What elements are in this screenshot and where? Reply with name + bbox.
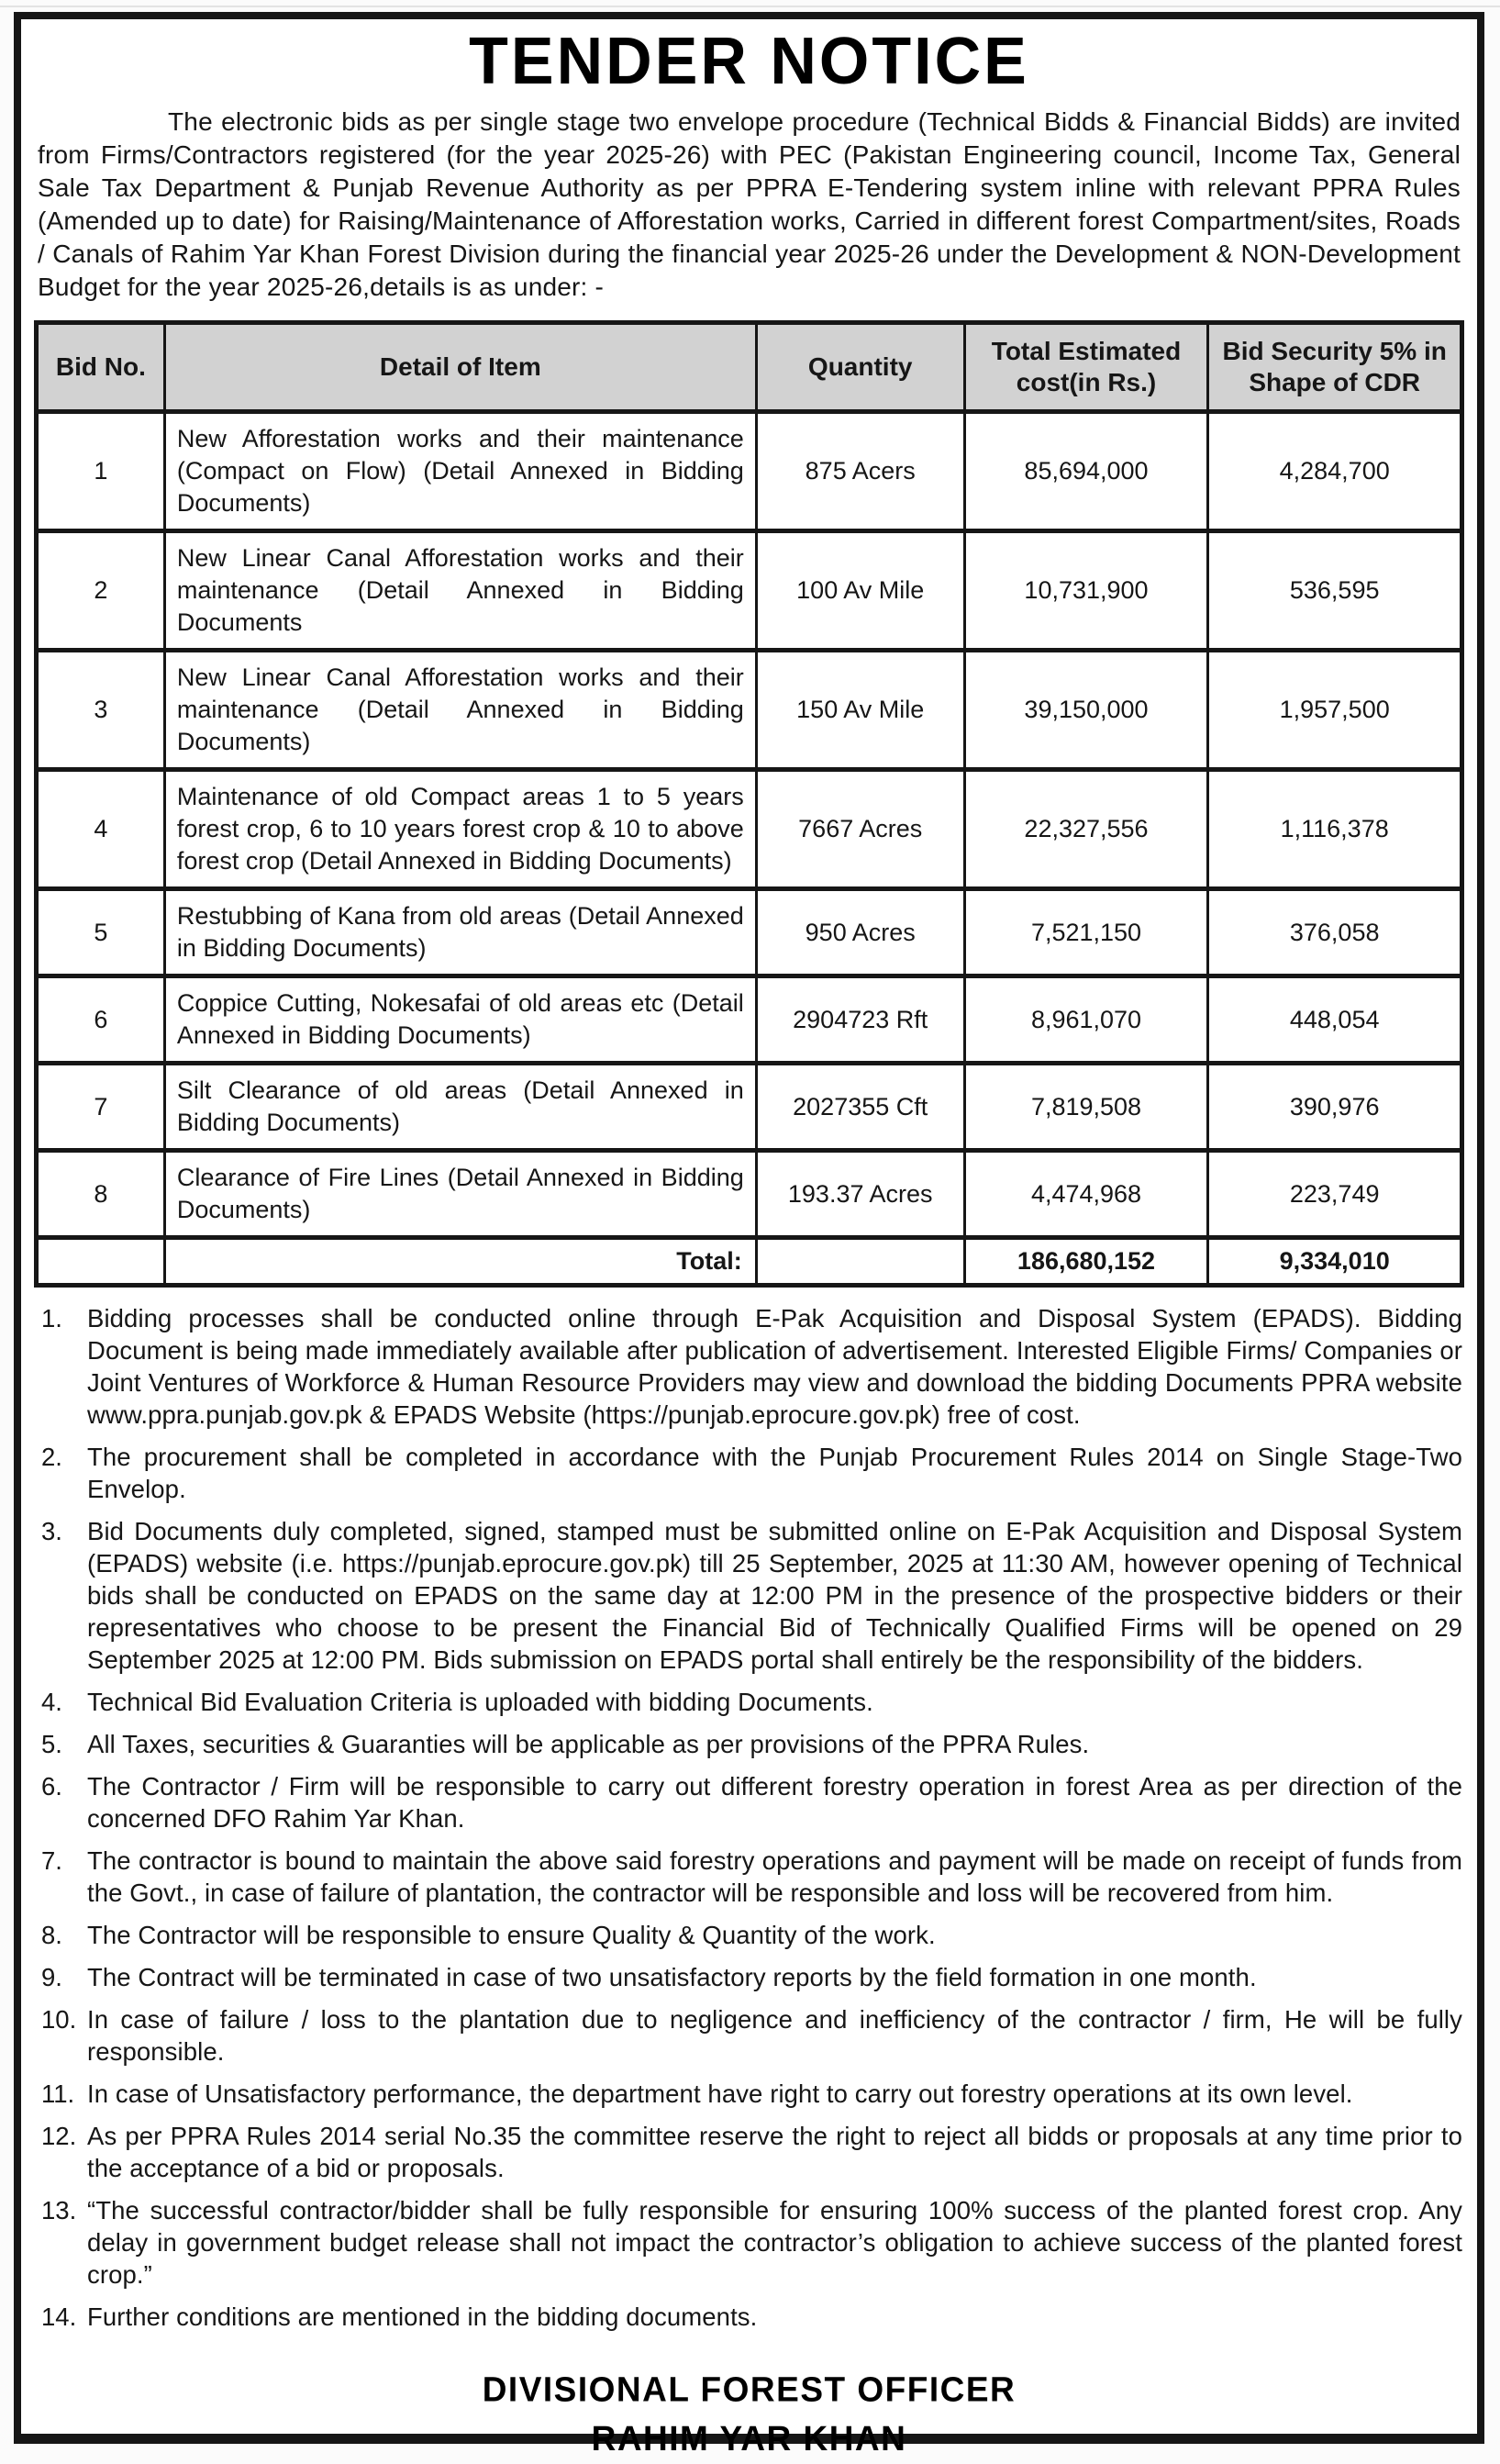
condition-text: “The successful contractor/bidder shall be fully responsible for ensuring 100% success of the planted forest crop. Any delay in government budget release shall not impact the contractor’s obligation to achieve success of the planted forest crop.” [87,2196,1462,2289]
list-item [36,1515,1462,1676]
total-label: Total: [164,1238,756,1286]
table-row [37,651,1462,770]
detail-cell: Clearance of Fire Lines (Detail Annexed in Bidding Documents) [164,1151,756,1238]
list-item [36,1302,1462,1431]
list-item [36,1919,1462,1951]
total-cost-value: 186,680,152 [964,1238,1208,1286]
conditions-list [34,1302,1464,2343]
bid-no-cell: 2 [37,531,165,651]
list-item [36,1845,1462,1909]
bid-no-cell: 4 [37,770,165,889]
detail-cell: Maintenance of old Compact areas 1 to 5 years forest crop, 6 to 10 years forest crop & 10 to above forest crop (Detail Annexed in Bidding Documents) [164,770,756,889]
quantity-cell: 875 Acers [756,412,964,531]
table-row [37,1064,1462,1151]
quantity-cell: 2027355 Cft [756,1064,964,1151]
scan-edge-line [0,6,1500,7]
list-item [36,1686,1462,1718]
signature-title: DIVISIONAL FOREST OFFICER [482,2369,1017,2409]
list-item [36,2003,1462,2068]
cost-cell: 85,694,000 [964,412,1208,531]
intro-paragraph: The electronic bids as per single stage two envelope procedure (Technical Bidds & Financial Bidds) are invited from Firms/Contractors registered (for the year 2025-26) with PEC (Pakistan Engineering council, Income Tax, General Sale Tax Department & Punjab Revenue Authority as per PPRA E-Tendering system inline with relevant PPRA Rules (Amended up to date) for Raising/Maintenance of Afforestation works, Carried in different forest Compartment/sites, Roads / Canals of Rahim Yar Khan Forest Division during the financial year 2025-26 under the Development & NON-Development Budget for the year 2025-26,details is as under: - [38,107,1461,301]
list-item [36,2078,1462,2110]
total-row [37,1238,1462,1286]
condition-text: Further conditions are mentioned in the bidding documents. [87,2302,758,2331]
condition-number: 7. [41,1846,62,1875]
quantity-cell: 193.37 Acres [756,1151,964,1238]
bid-table-body [37,412,1462,1238]
cost-cell: 10,731,900 [964,531,1208,651]
cost-cell: 7,521,150 [964,889,1208,976]
condition-number: 14. [41,2302,77,2331]
list-item [36,1770,1462,1834]
col-header-quantity: Quantity [756,323,964,412]
condition-text: As per PPRA Rules 2014 serial No.35 the committee reserve the right to reject all bidds or proposals at any time prior to the acceptance of a bid or proposals. [87,2122,1462,2182]
security-cell: 4,284,700 [1208,412,1462,531]
signature-location: RAHIM YAR KHAN [591,2419,907,2458]
bid-no-cell: 6 [37,976,165,1064]
condition-text: The procurement shall be completed in accordance with the Punjab Procurement Rules 2014 on Single Stage-Two Envelop. [87,1443,1462,1503]
cost-cell: 7,819,508 [964,1064,1208,1151]
condition-number: 6. [41,1772,62,1801]
list-item [36,1961,1462,1993]
quantity-cell: 2904723 Rft [756,976,964,1064]
table-row [37,1151,1462,1238]
bid-table-footer [37,1238,1462,1286]
list-item [36,2194,1462,2291]
list-item [36,2301,1462,2333]
cost-cell: 22,327,556 [964,770,1208,889]
quantity-cell: 950 Acres [756,889,964,976]
bid-no-cell: 8 [37,1151,165,1238]
condition-text: All Taxes, securities & Guaranties will be applicable as per provisions of the PPRA Rules. [87,1730,1090,1758]
condition-number: 4. [41,1688,62,1716]
condition-number: 2. [41,1443,62,1471]
cost-cell: 8,961,070 [964,976,1208,1064]
condition-text: In case of failure / loss to the plantation due to negligence and inefficiency of the contractor / firm, He will be fully responsible. [87,2005,1462,2066]
security-cell: 536,595 [1208,531,1462,651]
security-cell: 448,054 [1208,976,1462,1064]
security-cell: 223,749 [1208,1151,1462,1238]
condition-text: In case of Unsatisfactory performance, the department have right to carry out forestry operations at its own level. [87,2079,1353,2108]
page-title: TENDER NOTICE [469,23,1029,98]
bid-no-cell: 1 [37,412,165,531]
col-header-detail: Detail of Item [164,323,756,412]
condition-number: 5. [41,1730,62,1758]
condition-number: 8. [41,1921,62,1949]
condition-number: 10. [41,2005,77,2034]
security-cell: 390,976 [1208,1064,1462,1151]
bid-table [34,320,1464,1288]
col-header-bid-no: Bid No. [37,323,165,412]
bid-no-cell: 3 [37,651,165,770]
total-empty-quantity [756,1238,964,1286]
cost-cell: 4,474,968 [964,1151,1208,1238]
detail-cell: New Linear Canal Afforestation works and their maintenance (Detail Annexed in Bidding Documents [164,531,756,651]
quantity-cell: 7667 Acres [756,770,964,889]
condition-number: 12. [41,2122,77,2150]
security-cell: 1,116,378 [1208,770,1462,889]
detail-cell: Restubbing of Kana from old areas (Detail Annexed in Bidding Documents) [164,889,756,976]
table-row [37,889,1462,976]
table-row [37,412,1462,531]
detail-cell: Coppice Cutting, Nokesafai of old areas etc (Detail Annexed in Bidding Documents) [164,976,756,1064]
condition-number: 9. [41,1963,62,1991]
condition-text: Technical Bid Evaluation Criteria is uploaded with bidding Documents. [87,1688,873,1716]
bid-no-cell: 5 [37,889,165,976]
condition-text: The Contract will be terminated in case of two unsatisfactory reports by the field formation in one month. [87,1963,1257,1991]
condition-number: 11. [41,2079,75,2108]
security-cell: 376,058 [1208,889,1462,976]
total-empty-bid [37,1238,165,1286]
condition-number: 3. [41,1517,62,1545]
tender-notice-sheet [14,12,1484,2458]
cost-cell: 39,150,000 [964,651,1208,770]
condition-number: 1. [41,1304,62,1332]
list-item [36,1441,1462,1505]
bid-no-cell: 7 [37,1064,165,1151]
condition-text: The Contractor will be responsible to ensure Quality & Quantity of the work. [87,1921,936,1949]
total-security-value: 9,334,010 [1208,1238,1462,1286]
list-item [36,2120,1462,2184]
condition-text: The Contractor / Firm will be responsible to carry out different forestry operation in forest Area as per direction of the concerned DFO Rahim Yar Khan. [87,1772,1462,1833]
condition-text: The contractor is bound to maintain the above said forestry operations and payment will be made on receipt of funds from the Govt., in case of failure of plantation, the contractor will be responsible and loss will be recovered from him. [87,1846,1462,1907]
list-item [36,1728,1462,1760]
table-row [37,770,1462,889]
detail-cell: Silt Clearance of old areas (Detail Annexed in Bidding Documents) [164,1064,756,1151]
table-row [37,531,1462,651]
bid-table-header [37,323,1462,412]
condition-number: 13. [41,2196,77,2224]
col-header-cost: Total Estimated cost(in Rs.) [964,323,1208,412]
col-header-security: Bid Security 5% in Shape of CDR [1208,323,1462,412]
detail-cell: New Linear Canal Afforestation works and their maintenance (Detail Annexed in Bidding Documents) [164,651,756,770]
condition-text: Bidding processes shall be conducted online through E-Pak Acquisition and Disposal System (EPADS). Bidding Document is being made immediately available after publication of advertisement. Interested Eligible Firms/ Companies or Joint Ventures of Workforce & Human Resource Providers may view and download the bidding Documents PPRA website www.ppra.punjab.gov.pk & EPADS Website (https://punjab.eprocure.gov.pk) free of cost. [87,1304,1462,1429]
security-cell: 1,957,500 [1208,651,1462,770]
signature-block [34,2365,1464,2463]
detail-cell: New Afforestation works and their maintenance (Compact on Flow) (Detail Annexed in Bidding Documents) [164,412,756,531]
quantity-cell: 100 Av Mile [756,531,964,651]
quantity-cell: 150 Av Mile [756,651,964,770]
condition-text: Bid Documents duly completed, signed, stamped must be submitted online on E-Pak Acquisition and Disposal System (EPADS) website (i.e. https://punjab.eprocure.gov.pk) till 25 September, 2025 at 11:30 AM, however opening of Technical bids shall be conducted on EPADS on the same day at 12:00 PM in the presence of the prospective bidders or their representatives who choose to be present the Financial Bid of Technically Qualified Firms will be opened on 29 September 2025 at 12:00 PM. Bids submission on EPADS portal shall entirely be the responsibility of the bidders. [87,1517,1462,1674]
table-row [37,976,1462,1064]
